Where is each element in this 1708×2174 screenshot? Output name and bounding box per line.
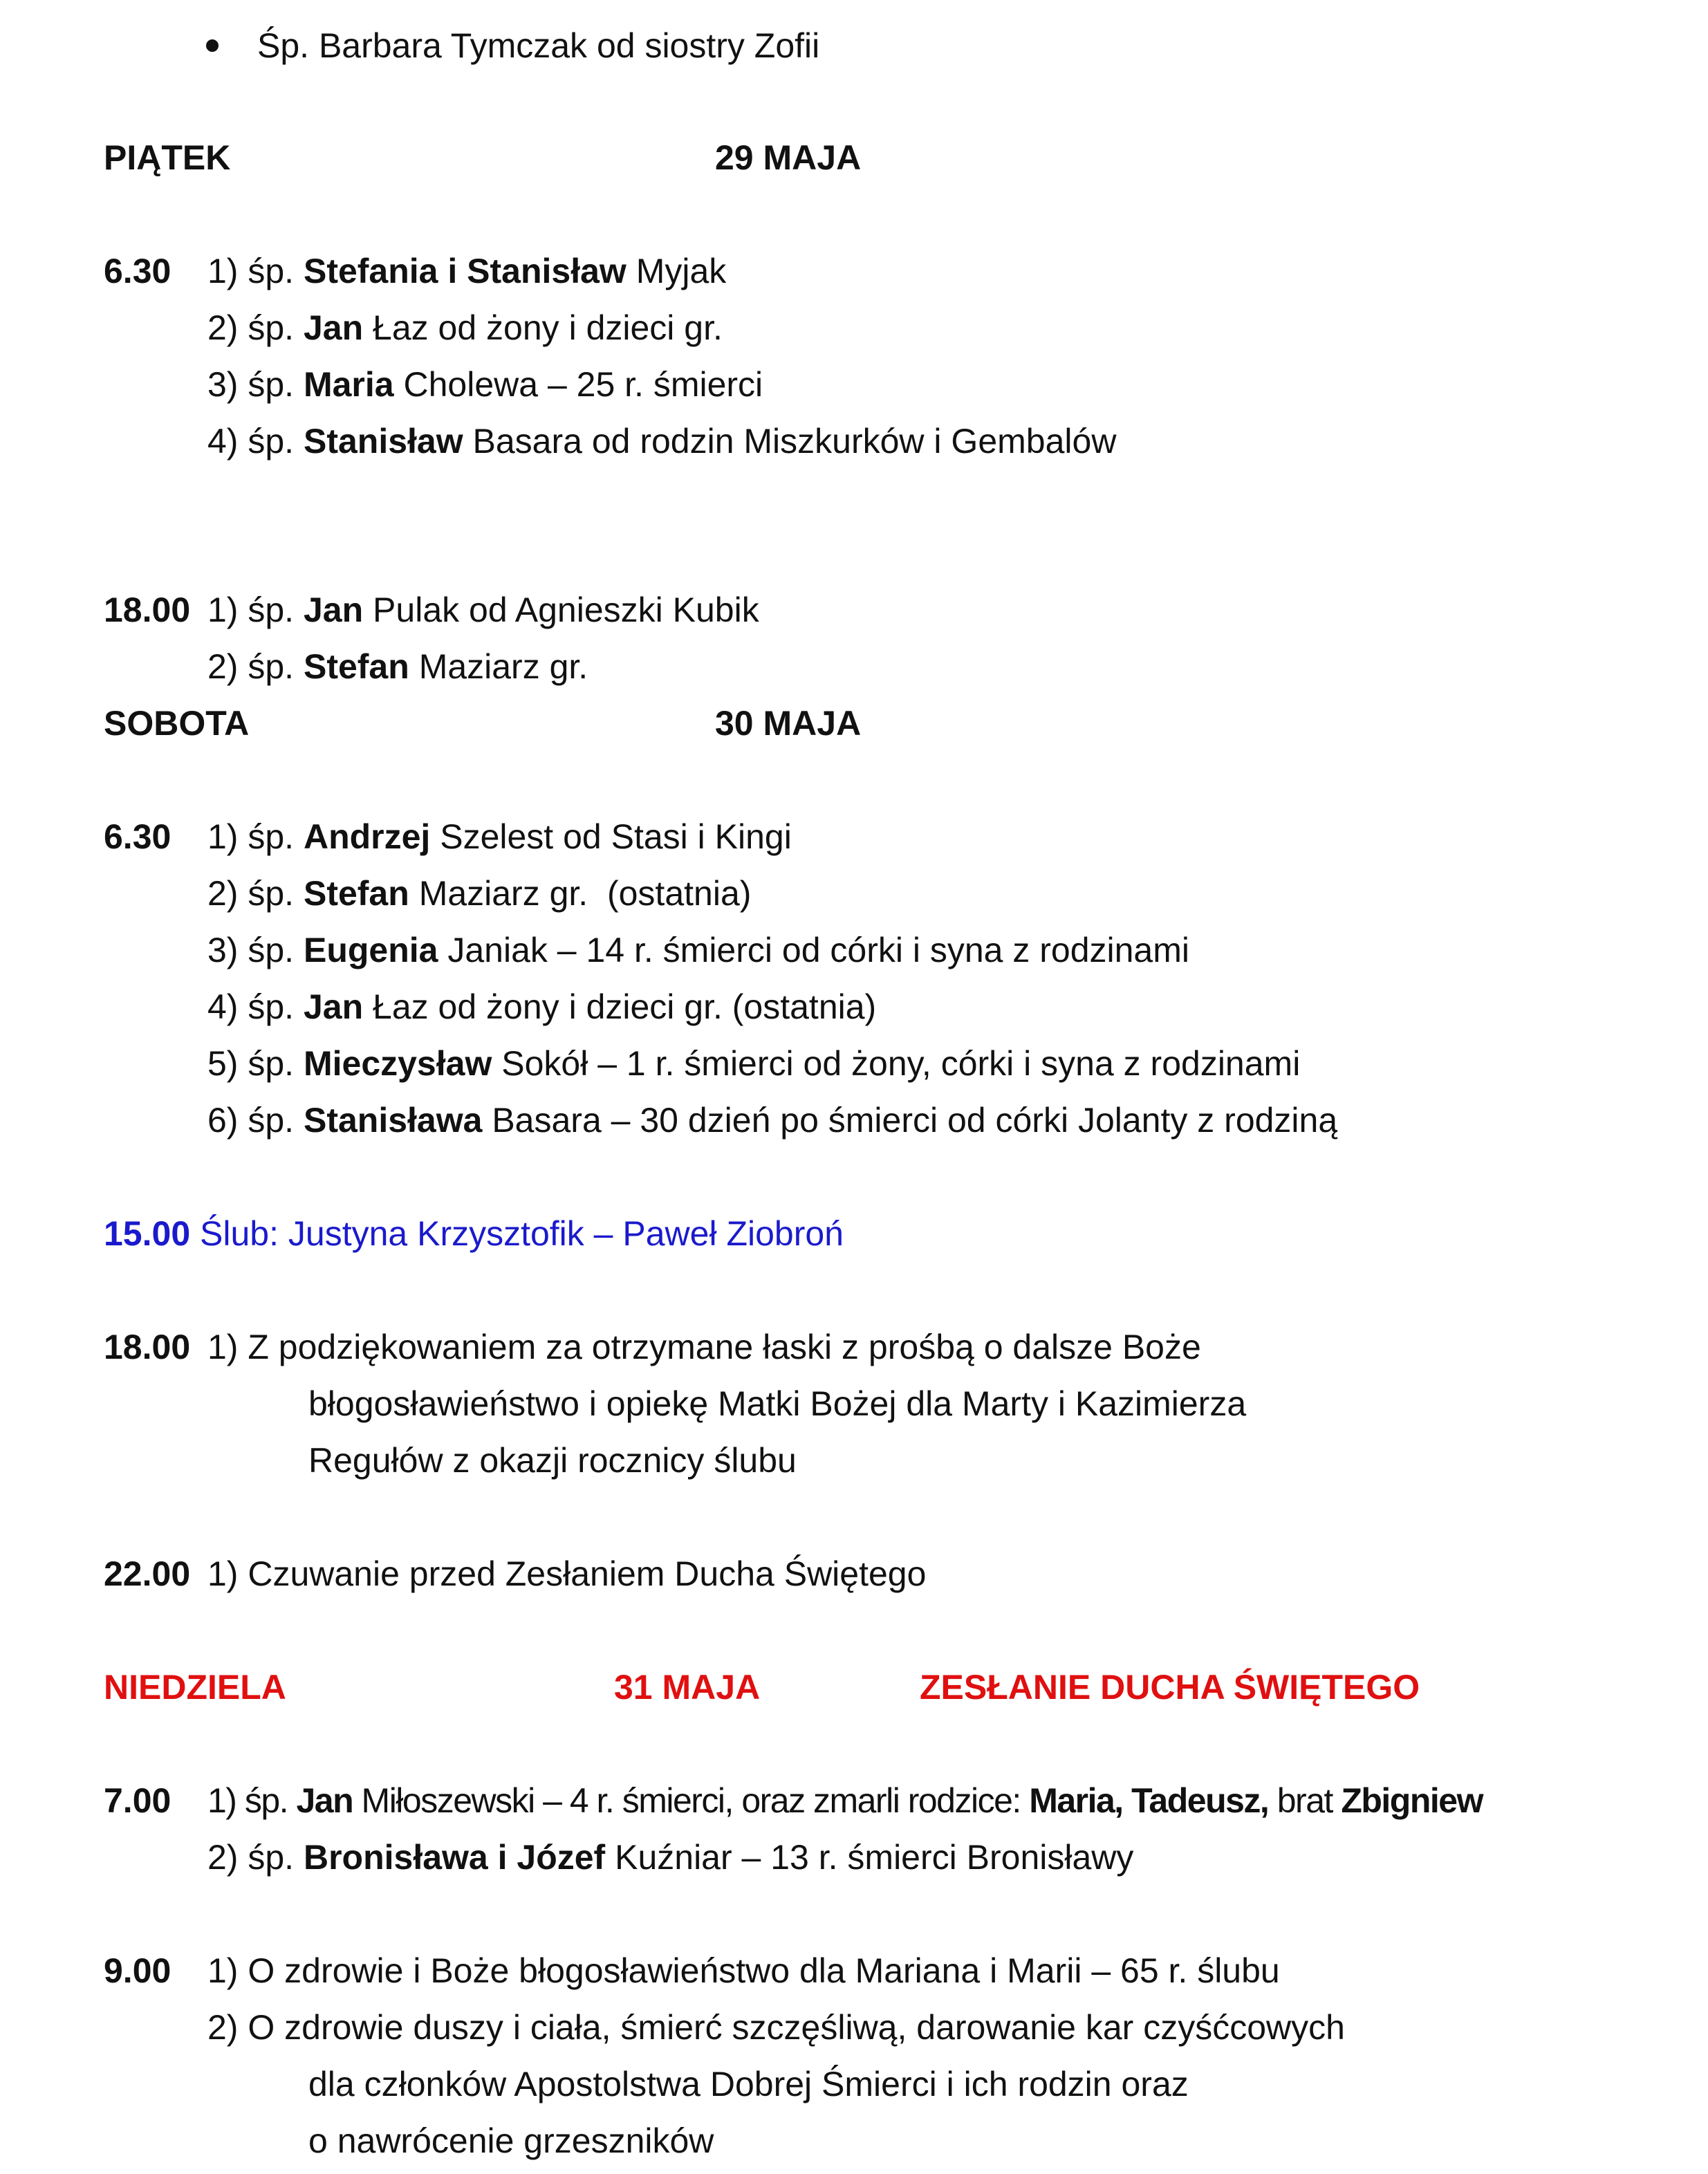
intention-line: 2) śp. Stefan Maziarz gr. (ostatnia): [207, 874, 752, 913]
intention-line: 1) O zdrowie i Boże błogosławieństwo dla Mariana i Marii – 65 r. ślubu: [207, 1951, 1280, 1990]
day-heading: SOBOTA: [104, 704, 250, 743]
intention-line: 2) śp. Bronisława i Józef Kuźniar – 13 r. śmierci Bronisławy: [207, 1838, 1134, 1877]
intention-line: 1) Czuwanie przed Zesłaniem Ducha Świętego: [207, 1554, 927, 1593]
mass-time: 7.00: [104, 1781, 171, 1820]
intention-line-continued: o nawrócenie grzeszników: [308, 2121, 714, 2160]
mass-time: 18.00: [104, 591, 191, 629]
intention-line-continued: błogosławieństwo i opiekę Matki Bożej dla Marty i Kazimierza: [308, 1384, 1247, 1423]
intention-line: 4) śp. Stanisław Basara od rodzin Miszkurków i Gembalów: [207, 422, 1117, 461]
wedding-line: 15.00 Ślub: Justyna Krzysztofik – Paweł Ziobroń: [104, 1214, 844, 1253]
intention-line: 1) śp. Jan Miłoszewski – 4 r. śmierci, oraz zmarli rodzice: Maria, Tadeusz, brat Zbigniew: [207, 1781, 1483, 1820]
day-heading: NIEDZIELA: [104, 1668, 286, 1707]
bullet-dot-icon: [206, 39, 219, 52]
feast-heading: ZESŁANIE DUCHA ŚWIĘTEGO: [920, 1668, 1420, 1707]
date-heading: 31 MAJA: [614, 1668, 761, 1707]
bullet-item: Śp. Barbara Tymczak od siostry Zofii: [257, 26, 820, 65]
intention-line: 1) śp. Jan Pulak od Agnieszki Kubik: [207, 591, 759, 629]
date-heading: 30 MAJA: [715, 704, 862, 743]
intention-line-continued: dla członków Apostolstwa Dobrej Śmierci i ich rodzin oraz: [308, 2065, 1189, 2103]
intention-line: 2) O zdrowie duszy i ciała, śmierć szczęśliwą, darowanie kar czyśćcowych: [207, 2008, 1345, 2047]
mass-time: 9.00: [104, 1951, 171, 1990]
intention-line: 3) śp. Eugenia Janiak – 14 r. śmierci od córki i syna z rodzinami: [207, 931, 1189, 969]
mass-time: 22.00: [104, 1554, 191, 1593]
intention-line: 3) śp. Maria Cholewa – 25 r. śmierci: [207, 365, 763, 404]
date-heading: 29 MAJA: [715, 138, 862, 177]
intention-line: 1) śp. Stefania i Stanisław Myjak: [207, 252, 727, 290]
intention-line: 6) śp. Stanisława Basara – 30 dzień po śmierci od córki Jolanty z rodziną: [207, 1101, 1338, 1140]
intention-line-continued: Regułów z okazji rocznicy ślubu: [308, 1441, 797, 1480]
intention-line: 1) Z podziękowaniem za otrzymane łaski z prośbą o dalsze Boże: [207, 1328, 1201, 1366]
intention-line: 1) śp. Andrzej Szelest od Stasi i Kingi: [207, 817, 792, 856]
day-heading: PIĄTEK: [104, 138, 231, 177]
intention-line: 2) śp. Stefan Maziarz gr.: [207, 647, 588, 686]
mass-time: 6.30: [104, 817, 171, 856]
mass-time: 6.30: [104, 252, 171, 290]
intention-line: 2) śp. Jan Łaz od żony i dzieci gr.: [207, 308, 723, 347]
mass-time: 18.00: [104, 1328, 191, 1366]
intention-line: 4) śp. Jan Łaz od żony i dzieci gr. (ostatnia): [207, 987, 877, 1026]
intention-line: 5) śp. Mieczysław Sokół – 1 r. śmierci od żony, córki i syna z rodzinami: [207, 1044, 1301, 1083]
